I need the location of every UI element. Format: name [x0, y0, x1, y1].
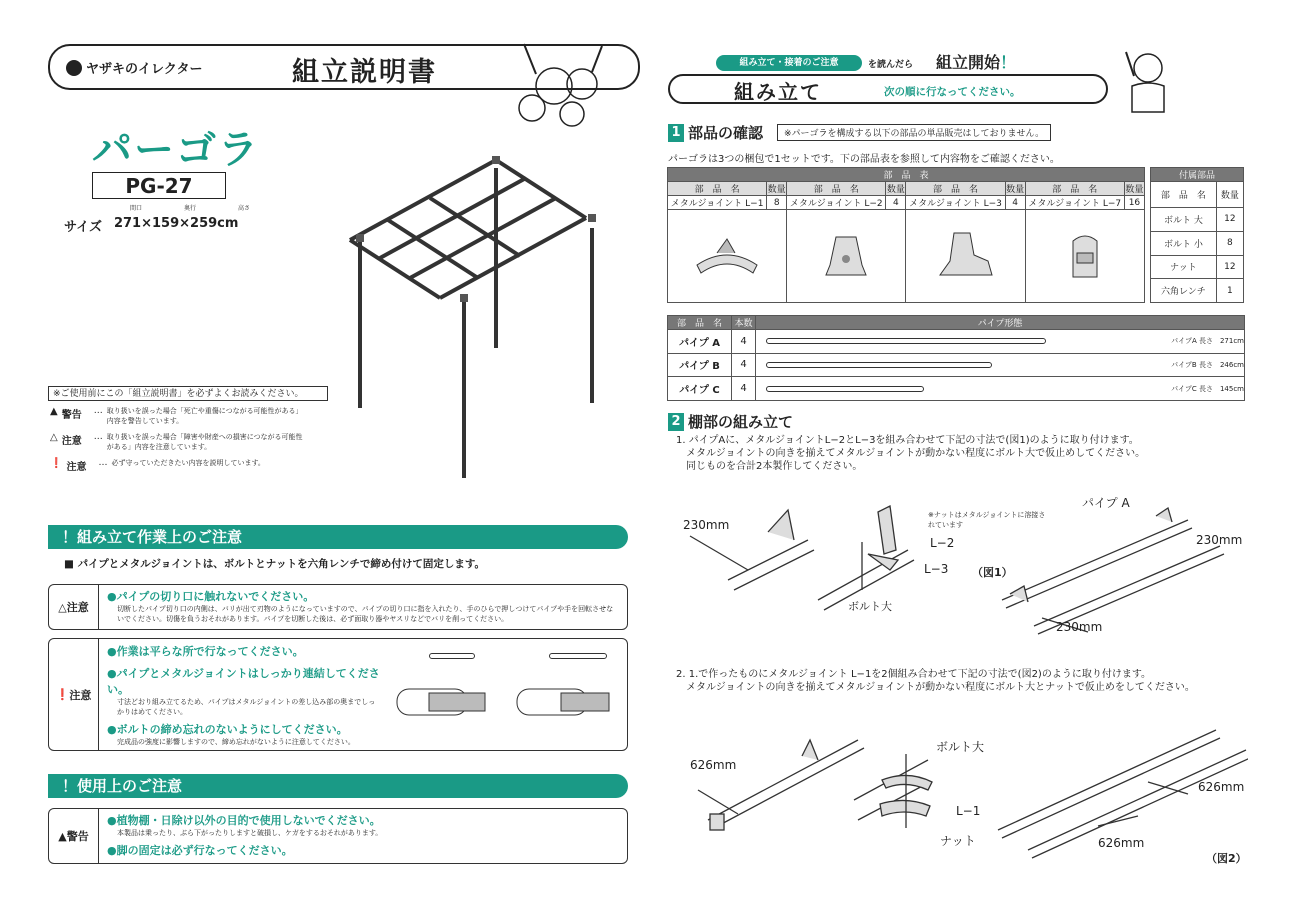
size-label: サイズ: [64, 220, 102, 235]
part-name: メタルジョイント L−1: [668, 196, 767, 210]
warning-box-label: ▲ 警告: [49, 809, 99, 863]
joint-fit-illustration: [389, 639, 627, 750]
pipe-a-shape: [756, 330, 1135, 354]
step1-text: 1. パイプAに、メタルジョイントL−2とL−3を組み合わせて下記の寸法で(図1)のように取り付けます。 メタルジョイントの向きを揃えてメタルジョイントが動かない程度にボルト大で仮止めしてください。 同じものを合計2本製作してください。: [676, 435, 1146, 472]
brand-logo: ヤザキのイレクター: [66, 58, 202, 77]
section2-title: 棚部の組み立て: [688, 413, 794, 431]
section1-number: 1: [668, 124, 684, 142]
dim-labels: 間口 奥行 高さ: [130, 205, 250, 212]
caution-triangle-icon: △: [50, 432, 58, 443]
exclamation-circle-icon: ❗: [50, 458, 63, 469]
warning-box: ▲ 警告 ●植物棚・日除け以外の目的で使用しないでください。 本製品は乗ったり、ぶら下がったりしますと破損し、ケガをするおそれがあります。 ●脚の固定は必ず行なってください。: [48, 808, 628, 864]
joint-diagrams: [389, 683, 627, 723]
header-title: 組み立て: [734, 80, 822, 104]
part-name: メタルジョイント L−3: [906, 196, 1005, 210]
top-mid: を読んだら: [868, 60, 914, 70]
read-notice-box: ※ご使用前にこの「組立説明書」を必ずよくお読みください。: [48, 386, 328, 401]
caution-box-2: ❗ 注意 ●作業は平らな所で行なってください。 ●パイプとメタルジョイントはしっかり連結してください。 寸法どおり組み立てるため、パイプはメタルジョイントの差し込み部の奥までしっかりはめてください。 ●ボルトの締め忘れのないようにしてください。 完成品の強度に影響しますので、締め忘れがないように注意してください。: [48, 638, 628, 751]
assembly-cautions-title: ！組み立て作業上のご注意: [48, 525, 628, 549]
caution-box-1: △ 注意 ●パイプの切り口に触れないでください。 切断したパイプ切り口の内側は、バリが出て刃物のようになっていますので、パイプの切り口に指を入れたり、手のひらで押しつけてパイプや手を回転させないでください。切傷を負うおそれがあります。パイプを切断した後は、必ず面取り器やヤスリなどでバリを削ってください。: [48, 584, 628, 630]
top-tag: 組み立て・接着のご注意: [716, 55, 862, 71]
joint-l7-image: [1025, 210, 1144, 303]
joint-l1-image: [668, 210, 787, 303]
joint-l3-image: [906, 210, 1025, 303]
warning-triangle-icon: ▲: [50, 406, 58, 417]
accessory-table: 付属部品 部 品 名 数量 ボルト 大 12 ボルト 小 8 ナット 12 六角レンチ 1: [1150, 167, 1244, 303]
legend-warning: ▲ 警告 … 取り扱いを誤った場合「死亡や重傷につながる可能性がある」内容を警告しています。: [50, 406, 303, 425]
assembly-lead: ■ パイプとメタルジョイントは、ボルトとナットを六角レンチで締め付けて固定します。: [64, 558, 485, 570]
worker-illustration: [1122, 46, 1172, 116]
caution-box-1-label: △ 注意: [49, 585, 99, 629]
header-sub: 次の順に行なってください。: [884, 86, 1021, 98]
part-name: メタルジョイント L−2: [787, 196, 886, 210]
caution-triangle-icon: △: [58, 600, 67, 614]
model-number: PG-27: [125, 173, 193, 198]
pipe-c-shape: [756, 377, 1135, 401]
caution-box-2-label: ❗ 注意: [49, 639, 99, 750]
product-name: パーゴラ: [92, 127, 260, 173]
family-illustration: [494, 36, 624, 131]
section1-heading: [668, 122, 1051, 143]
parts-table: 部 品 表 部 品 名 数量 部 品 名 数量 部 品 名 数量 部 品 名 数量 メタルジョイント L−1 8 メタルジョイント L−2 4 メタルジョイント L−3 4 メタルジョイント L−7 16: [667, 167, 1145, 303]
warning-triangle-icon: ▲: [58, 829, 67, 843]
joint-l2-image: [787, 210, 906, 303]
section2-number: 2: [668, 413, 684, 431]
section2-heading: [668, 411, 793, 432]
doc-title: 組立説明書: [292, 57, 437, 88]
section1-title: 部品の確認: [688, 124, 764, 142]
legend-caution: △ 注意 … 取り扱いを誤った場合「障害や財産への損害につながる可能性がある」内容を注意しています。: [50, 432, 303, 451]
good-bubble: [429, 653, 475, 659]
pipe-b-shape: [756, 353, 1135, 377]
top-start: 組立開始！: [936, 53, 1017, 72]
section1-desc: パーゴラは3つの梱包で1セットです。下の部品表を参照して内容物をご確認ください。: [668, 154, 1060, 165]
size-value: 271×159×259cm: [113, 216, 239, 231]
size-row: [64, 216, 238, 235]
brand-mark-icon: [66, 60, 82, 76]
part-name: メタルジョイント L−7: [1025, 196, 1124, 210]
model-box: [92, 172, 226, 199]
usage-cautions-title: ！使用上のご注意: [48, 774, 628, 798]
bad-bubble: [549, 653, 607, 659]
legend-must: ❗ 注意 … 必ず守っていただきたい内容を説明しています。: [50, 458, 265, 473]
pergola-illustration: [340, 148, 600, 488]
section1-note: ※パーゴラを構成する以下の部品の単品販売はしておりません。: [777, 124, 1051, 141]
exclamation-circle-icon: ❗: [55, 688, 70, 701]
legend-list: [50, 406, 340, 473]
step2-text: 2. 1.で作ったものにメタルジョイント L−1を2個組み合わせて下記の寸法で(図2)のように取り付けます。 メタルジョイントの向きを揃えてメタルジョイントが動かない程度にボルト大とナットで仮止めをしてください。: [676, 669, 1195, 693]
pipe-table: 部 品 名 本数 パイプ形態 パイプ A 4 パイプA 長さ 271cm パイプ B 4 パイプB 長さ 246cm パイプ C 4 パイプC 長さ 145cm: [667, 315, 1245, 401]
